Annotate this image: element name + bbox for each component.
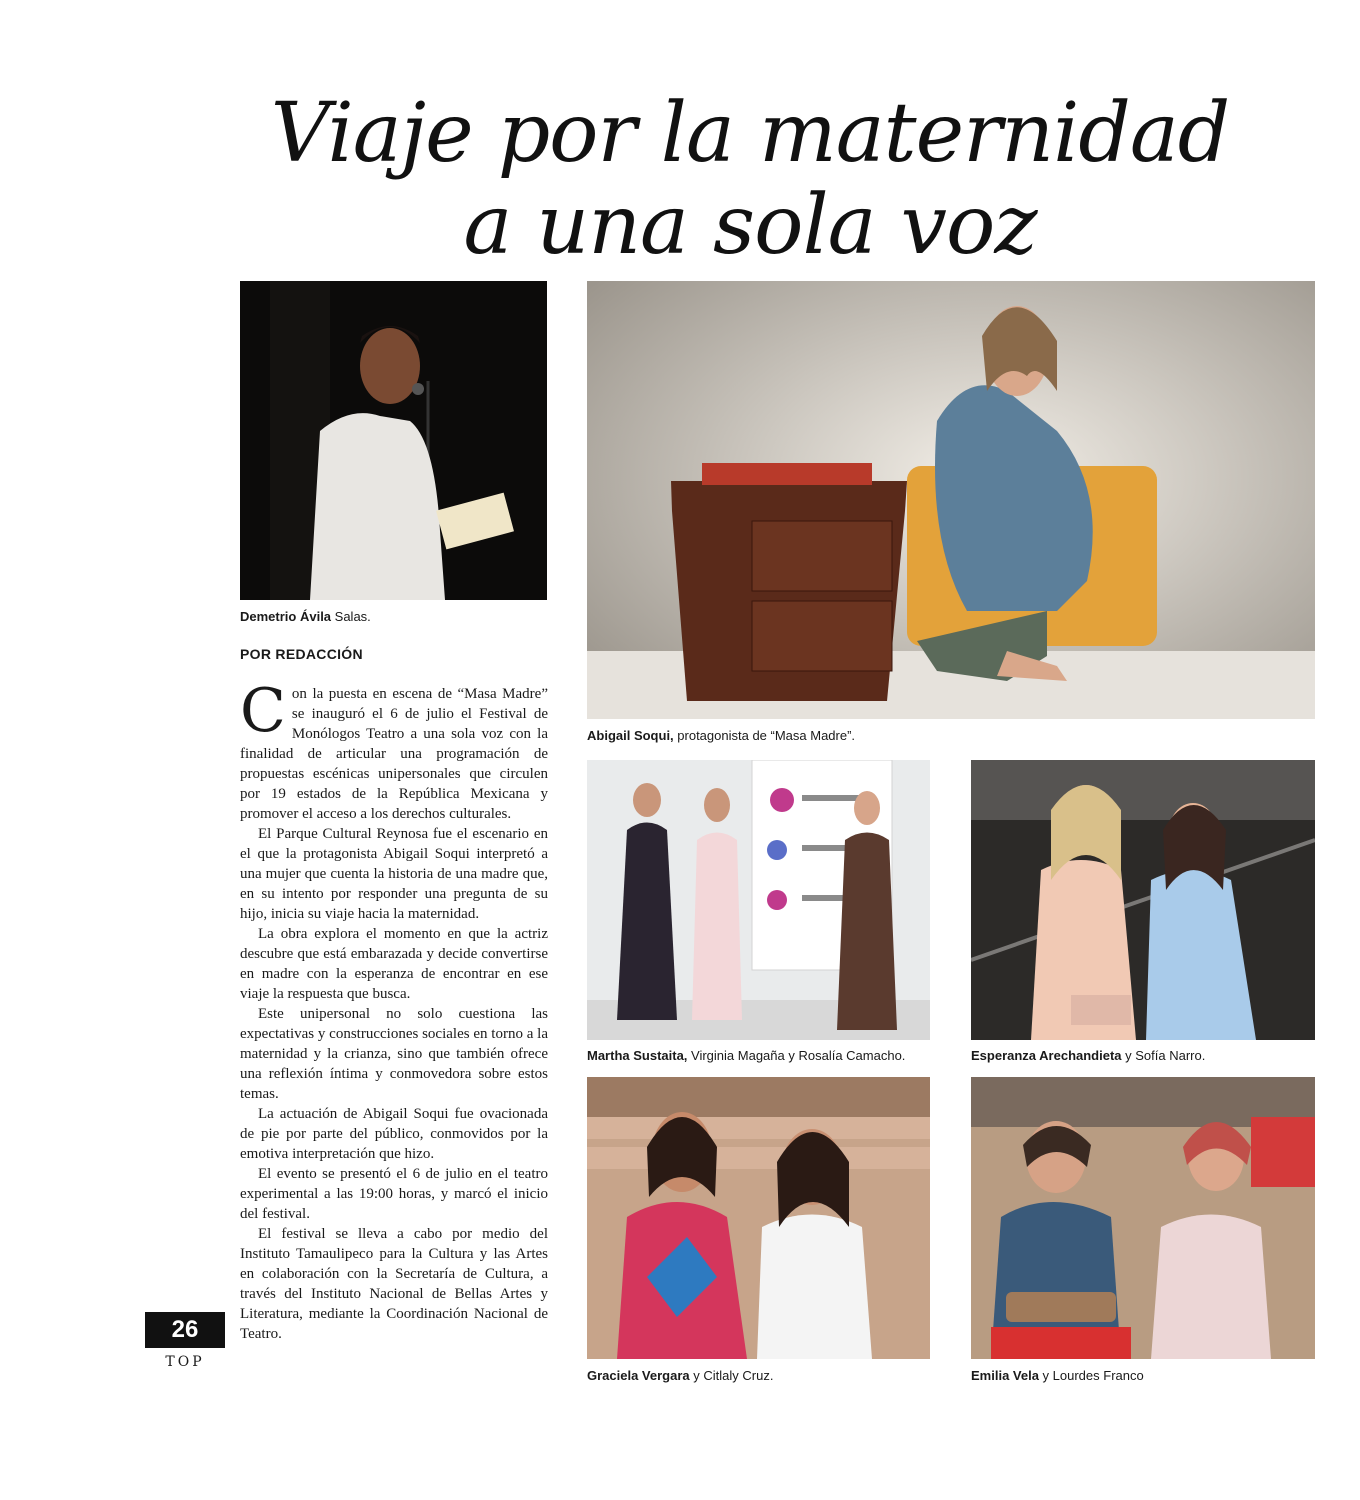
photo-demetrio: [240, 281, 547, 600]
caption-martha-rest: Virginia Magaña y Rosalía Camacho.: [687, 1048, 906, 1063]
section-label: TOP: [165, 1354, 205, 1370]
caption-abigail: [587, 728, 855, 743]
caption-martha-name: Martha Sustaita,: [587, 1048, 688, 1063]
photo-esperanza: [971, 760, 1315, 1040]
caption-graciela-rest: y Citlaly Cruz.: [689, 1368, 774, 1383]
article-paragraph-4: Este unipersonal no solo cuestiona las expectativas y construcciones sociales en torno a la maternidad y la crianza, sino que también ofrece una reflexión íntima y conmovedora sobre estos temas.: [240, 1006, 548, 1102]
article-paragraph-7: El festival se lleva a cabo por medio del Instituto Tamaulipeco para la Cultura y las Artes en colaboración con la Secretaría de Cultura, a través del Instituto Nacional de Bellas Artes y Literatura, mediante la Coordinación Nacional de Teatro.: [240, 1226, 548, 1342]
article-paragraph-1-text: on la puesta en escena de “Masa Madre” se inauguró el 6 de julio el Festival de Monólogos Teatro a una sola voz con la finalidad de articular una programación de propuestas escénicas unipersonales que circulen por 19 estados de la República Mexicana y promover el acceso a los derechos culturales.: [240, 686, 548, 822]
article-paragraph-2: El Parque Cultural Reynosa fue el escenario en el que la protagonista Abigail Soqui interpretó a una mujer que cuenta la historia de una madre que, en su intento por responder una pregunta de su hijo, inicia su viaje hacia la maternidad.: [240, 826, 548, 922]
caption-esperanza-rest: y Sofía Narro.: [1121, 1048, 1206, 1063]
caption-demetrio-name: Demetrio Ávila: [240, 609, 332, 624]
article-paragraph-5: La actuación de Abigail Soqui fue ovacionada de pie por parte del público, conmovidos por la emotiva interpretación que hizo.: [240, 1106, 548, 1162]
drop-cap: C: [240, 676, 286, 746]
caption-emilia-name: Emilia Vela: [971, 1368, 1039, 1383]
caption-demetrio: [240, 609, 371, 624]
headline-line-1: Viaje por la maternidad: [270, 86, 1230, 181]
page-number: 26: [145, 1312, 225, 1348]
article-body: [240, 676, 548, 1344]
headline-line-2: a una sola voz: [463, 178, 1037, 273]
caption-emilia-rest: y Lourdes Franco: [1038, 1368, 1144, 1383]
caption-martha: [587, 1048, 905, 1063]
headline: [240, 88, 1260, 272]
photo-abigail: [587, 281, 1315, 719]
caption-esperanza: [971, 1048, 1205, 1063]
caption-esperanza-name: Esperanza Arechandieta: [971, 1048, 1122, 1063]
caption-emilia: [971, 1368, 1144, 1383]
photo-graciela: [587, 1077, 930, 1359]
article-paragraph-1: [240, 676, 548, 824]
caption-abigail-rest: protagonista de “Masa Madre”.: [673, 728, 856, 743]
article-paragraph-3: La obra explora el momento en que la actriz descubre que está embarazada y decide convertirse en madre con la esperanza de encontrar en ese viaje la respuesta que busca.: [240, 926, 548, 1002]
byline: POR REDACCIÓN: [240, 646, 363, 662]
caption-graciela: [587, 1368, 773, 1383]
photo-emilia: [971, 1077, 1315, 1359]
caption-abigail-name: Abigail Soqui,: [587, 728, 674, 743]
photo-martha: [587, 760, 930, 1040]
caption-graciela-name: Graciela Vergara: [587, 1368, 690, 1383]
article-paragraph-6: El evento se presentó el 6 de julio en el teatro experimental a las 19:00 horas, y marcó el inicio del festival.: [240, 1166, 548, 1222]
caption-demetrio-rest: Salas.: [331, 609, 371, 624]
